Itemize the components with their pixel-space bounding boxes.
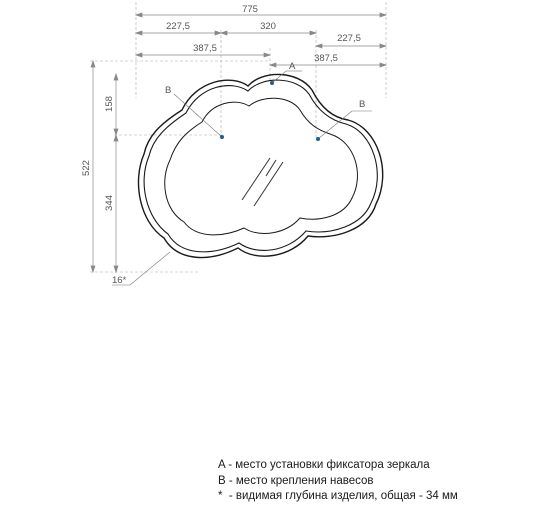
legend-row-star bbox=[218, 489, 548, 505]
mirror-inner-frame bbox=[165, 98, 358, 235]
legend-key: B bbox=[218, 474, 226, 487]
legend-row-b bbox=[218, 474, 548, 490]
dim-total-height: 522 bbox=[81, 160, 92, 176]
marker-a-dot bbox=[270, 81, 274, 85]
left-dimension-lines bbox=[91, 61, 118, 272]
dim-right-offset: 227,5 bbox=[337, 33, 361, 44]
legend-row-a bbox=[218, 458, 548, 474]
dim-total-width: 775 bbox=[242, 4, 258, 15]
dim-top-height: 158 bbox=[104, 96, 115, 112]
legend-text: - место крепления навесов bbox=[225, 474, 374, 487]
marker-b-right-label: B bbox=[359, 99, 366, 110]
mirror-reflection-marks bbox=[242, 158, 283, 206]
dim-left-offset: 227,5 bbox=[166, 21, 190, 32]
marker-b-right-dot bbox=[316, 137, 320, 141]
marker-a-label: A bbox=[289, 61, 296, 72]
legend bbox=[218, 458, 548, 505]
marker-b-left-dot bbox=[220, 135, 224, 139]
marker-b-left-label: B bbox=[165, 85, 172, 96]
dim-center-width: 320 bbox=[260, 21, 276, 32]
dim-right-hook: 387,5 bbox=[314, 53, 338, 64]
dim-bottom-height: 344 bbox=[104, 195, 115, 211]
dim-depth: 16* bbox=[112, 275, 127, 286]
legend-text: - место установки фиксатора зеркала bbox=[225, 459, 430, 471]
legend-text: - видимая глубина изделия, общая - 34 мм bbox=[222, 490, 458, 502]
mirror-outer-frame bbox=[138, 74, 382, 257]
mirror-frame-edge bbox=[144, 80, 377, 252]
legend-key: A bbox=[218, 459, 226, 471]
legend-key: * bbox=[218, 490, 223, 502]
dim-left-hook: 387,5 bbox=[193, 43, 217, 54]
